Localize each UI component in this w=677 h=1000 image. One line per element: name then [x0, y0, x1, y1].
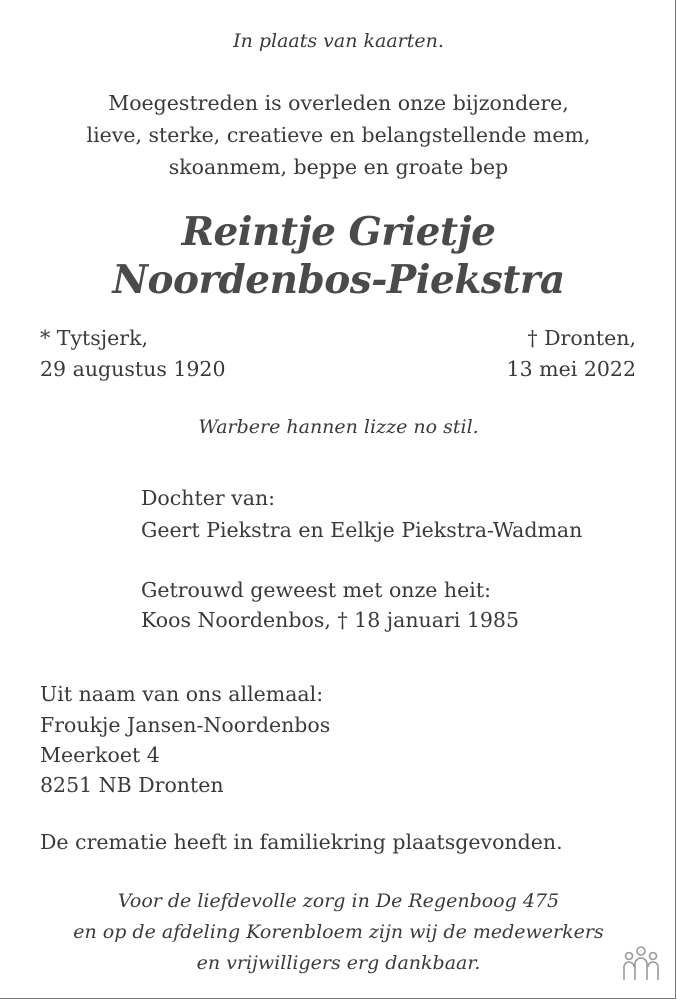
- signature-street: Meerkoet 4: [40, 743, 160, 767]
- name-line: Noordenbos-Piekstra: [112, 257, 565, 303]
- lead-text: [0, 87, 677, 183]
- signature-city: 8251 NB Dronten: [40, 773, 224, 797]
- thanks-text: [0, 886, 677, 979]
- thanks-line: en vrijwilligers erg dankbaar.: [196, 952, 481, 974]
- signature-label: Uit naam van ons allemaal:: [40, 682, 324, 706]
- name-line: Reintje Grietje: [181, 209, 496, 255]
- thanks-line: en op de afdeling Korenbloem zijn wij de medewerkers: [73, 921, 604, 943]
- cremation-note: De crematie heeft in familiekring plaatsgevonden.: [40, 830, 563, 854]
- death-date: 13 mei 2022: [506, 357, 636, 381]
- married-label: Getrouwd geweest met onze heit:: [141, 578, 491, 602]
- deceased-name: [0, 208, 677, 304]
- lead-line: Moegestreden is overleden onze bijzondere,: [108, 91, 569, 115]
- husband-name: Koos Noordenbos, † 18 januari 1985: [141, 608, 519, 632]
- daughter-of-label: Dochter van:: [141, 486, 276, 510]
- lead-line: skoanmem, beppe en groate bep: [168, 155, 509, 179]
- parents-names: Geert Piekstra en Eelkje Piekstra-Wadman: [141, 518, 583, 542]
- birth-place: * Tytsjerk,: [40, 326, 149, 350]
- birth-date: 29 augustus 1920: [40, 357, 226, 381]
- death-place: † Dronten,: [527, 326, 636, 350]
- signature-name: Froukje Jansen-Noordenbos: [40, 713, 331, 737]
- lead-line: lieve, sterke, creatieve en belangstellende mem,: [86, 123, 591, 147]
- intro-text: In plaats van kaarten.: [233, 30, 444, 52]
- thanks-line: Voor de liefdevolle zorg in De Regenboog 475: [117, 890, 560, 912]
- motto: Warbere hannen lizze no stil.: [198, 416, 479, 438]
- people-group-icon: [619, 942, 663, 986]
